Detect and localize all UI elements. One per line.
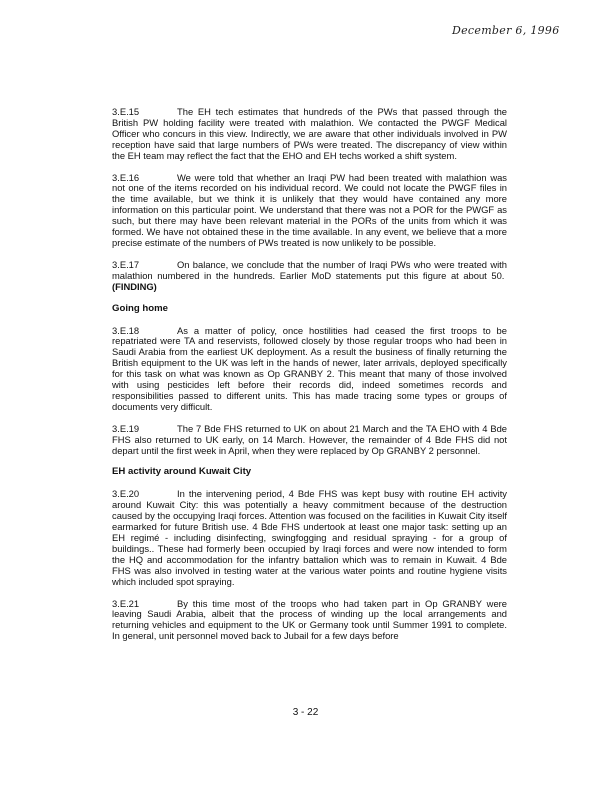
section-heading-kuwait-city: EH activity around Kuwait City: [112, 466, 252, 478]
paragraph-3e16: [112, 173, 507, 249]
paragraph-number: 3.E.16: [112, 171, 140, 183]
document-body: [112, 107, 507, 653]
paragraph-number: 3.E.17: [112, 258, 140, 270]
paragraph-text: On balance, we conclude that the number of Iraqi PWs who were treated with malathion numbered in the hundreds. Earlier MoD statements put this figure at about 50.: [112, 258, 507, 281]
paragraph-3e17: [112, 260, 507, 293]
paragraph-text: The 7 Bde FHS returned to UK on about 21 March and the TA EHO with 4 Bde FHS also returned to UK early, on 14 March. However, the remainder of 4 Bde FHS did not depart until the first week in April, when they were replaced by Op GRANBY 2 personnel.: [112, 422, 507, 456]
paragraph-text: As a matter of policy, once hostilities had ceased the first troops to be repatriated were TA and reservists, followed closely by those regular troops who had been in Saudi Arabia from the earliest UK deployment. As a result the business of finally returning the British equipment to the UK was left in the hands of newer, later arrivals, deployed specifically for this task on what was known as Op GRANBY 2. This meant that many of those involved with using pesticides left before their records did, indeed sometimes records and responsibilities passed to different units. This has made tracing some types or groups of documents very difficult.: [112, 324, 507, 412]
paragraph-number: 3.E.19: [112, 422, 140, 434]
section-heading-going-home: Going home: [112, 302, 168, 314]
paragraph-3e18: [112, 326, 507, 413]
finding-tag: (FINDING): [112, 280, 157, 292]
paragraph-3e19: [112, 424, 507, 457]
paragraph-3e15: [112, 107, 507, 162]
paragraph-text: In the intervening period, 4 Bde FHS was kept busy with routine EH activity around Kuwait City: this was potentially a heavy commitment because of the destruction caused by the occupying Iraqi forces. Attention was focused on the facilities in Kuwait City itself earmarked for future British use. 4 Bde FHS undertook at least one major task: setting up an EH regimé - including disinfecting, swingfogging and residual spraying - for a group of buildings.. These had formerly been occupied by Iraqi forces and were now intended to form the HQ and accommodation for the infantry battalion which was to remain in Kuwait. 4 Bde FHS was also involved in testing water at the various water points and routine hygiene visits which included spot spraying.: [112, 488, 507, 587]
paragraph-number: 3.E.18: [112, 324, 140, 336]
paragraph-number: 3.E.21: [112, 597, 140, 609]
page-number: 3 - 22: [292, 707, 319, 718]
handwritten-date: December 6, 1996: [452, 24, 560, 37]
paragraph-3e20: [112, 489, 507, 587]
paragraph-number: 3.E.15: [112, 106, 140, 117]
paragraph-number: 3.E.20: [112, 488, 140, 500]
paragraph-text: By this time most of the troops who had taken part in Op GRANBY were leaving Saudi Arabia, albeit that the process of winding up the local arrangements and returning vehicles and equipment to the UK or Germany took until Summer 1991 to complete. In general, unit personnel moved back to Jubail for a few days before: [112, 597, 507, 642]
paragraph-text: The EH tech estimates that hundreds of the PWs that passed through the British PW holding facility were treated with malathion. We contacted the PWGF Medical Officer who concurs in this view. Indirectly, we are aware that other individuals involved in PW reception have said that large numbers of PWs were treated. The discrepancy of view within the EH team may reflect the fact that the EHO and EH techs worked a shift system.: [112, 106, 507, 161]
paragraph-text: We were told that whether an Iraqi PW had been treated with malathion was not one of the items recorded on his individual record. We could not locate the PWGF files in the time available, but we think it is unlikely that they would have contained any more information on this particular point. We understand that there was not a POR for the PWGF as such, but there may have been relevant material in the PORs of the units from which it was formed. We have not obtained these in the time available. In any event, we believe that a more precise estimate of the numbers of PWs treated is now unlikely to be possible.: [112, 171, 507, 248]
paragraph-3e21: [112, 599, 507, 643]
